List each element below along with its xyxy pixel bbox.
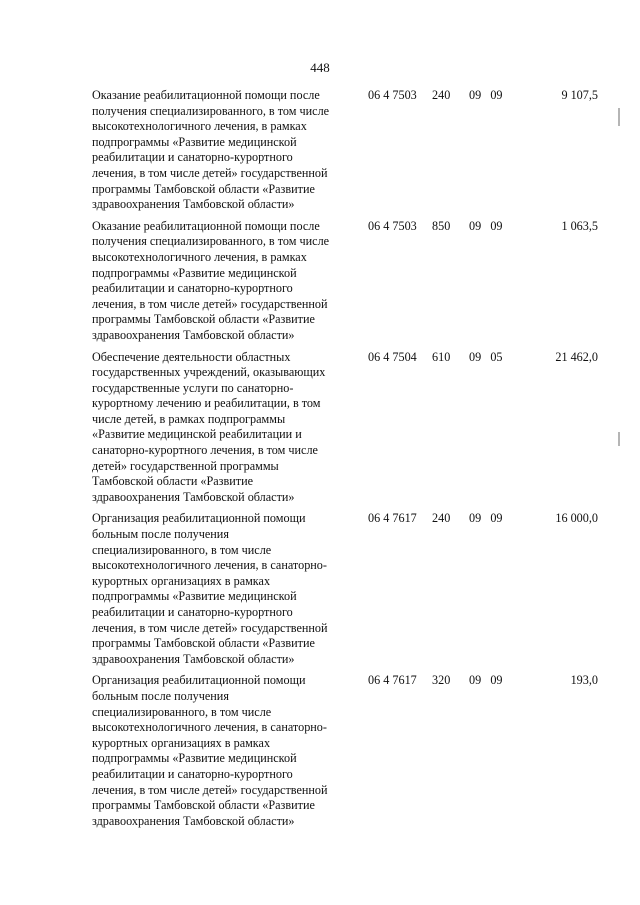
expense-type-code: 320 [432,673,451,688]
expense-name: Организация реабилитационной помощи больным после получения специализированного, в том числе высокотехнологичного лечения, в санаторно- курортных организациях в рамках подпрограммы «Развитие медицинской реабилитации и санаторно-курортного лечения, в том числе детей» государственной программы Тамбовской области «Развитие здравоохранения Тамбовской области» [92,511,328,666]
section-subsection-code [469,511,503,527]
expense-type-code: 240 [432,88,451,102]
subsection-code: 09 [490,673,503,688]
table-row [0,673,640,829]
page-number: 448 [310,60,330,75]
section-code: 09 [469,511,482,526]
section-subsection-code [469,350,503,366]
amount-value: 21 462,0 [555,349,598,364]
subsection-code: 05 [490,349,503,364]
table-row [0,511,640,667]
target-article-code: 06 4 7503 [368,218,417,233]
subsection-code: 09 [490,218,503,233]
table-row [0,350,640,506]
expense-type-code: 240 [432,511,451,526]
section-subsection-code [469,219,503,235]
budget-table [0,88,640,835]
amount-value: 193,0 [570,673,598,688]
target-article-code: 06 4 7504 [368,349,417,364]
table-row [0,219,640,344]
section-code: 09 [469,218,482,233]
expense-name: Обеспечение деятельности областных государственных учреждений, оказывающих государственные услуги по санаторно- курортному лечению и реабилитации, в том числе детей, в рамках подпрограммы «Развитие медицинской реабилитации и санаторно-курортного лечения, в том числе детей» государственной программы Тамбовской области «Развитие здравоохранения Тамбовской области» [92,349,326,504]
expense-type-code: 610 [432,349,451,364]
section-subsection-code [469,673,503,689]
section-code: 09 [469,88,482,102]
amount-value: 16 000,0 [555,511,598,526]
target-article-code: 06 4 7617 [368,511,417,526]
section-code: 09 [469,673,482,688]
expense-name: Оказание реабилитационной помощи после получения специализированного, в том числе высокотехнологичного лечения, в рамках подпрограммы «Развитие медицинской реабилитации и санаторно-курортного лечения, в том числе детей» государственной программы Тамбовской области «Развитие здравоохранения Тамбовской области» [92,88,330,212]
amount-value: 1 063,5 [561,218,598,233]
table-row [0,88,640,213]
section-subsection-code [469,88,503,104]
expense-name: Оказание реабилитационной помощи после получения специализированного, в том числе высокотехнологичного лечения, в рамках подпрограммы «Развитие медицинской реабилитации и санаторно-курортного лечения, в том числе детей» государственной программы Тамбовской области «Развитие здравоохранения Тамбовской области» [92,218,330,342]
scan-artifact [618,108,620,126]
amount-value: 9 107,5 [561,88,598,102]
target-article-code: 06 4 7503 [368,88,417,102]
subsection-code: 09 [490,511,503,526]
scan-artifact [618,432,620,446]
subsection-code: 09 [490,88,503,102]
section-code: 09 [469,349,482,364]
expense-name: Организация реабилитационной помощи больным после получения специализированного, в том числе высокотехнологичного лечения, в санаторно- курортных организациях в рамках подпрограммы «Развитие медицинской реабилитации и санаторно-курортного лечения, в том числе детей» государственной программы Тамбовской области «Развитие здравоохранения Тамбовской области» [92,673,328,828]
target-article-code: 06 4 7617 [368,673,417,688]
expense-type-code: 850 [432,218,451,233]
